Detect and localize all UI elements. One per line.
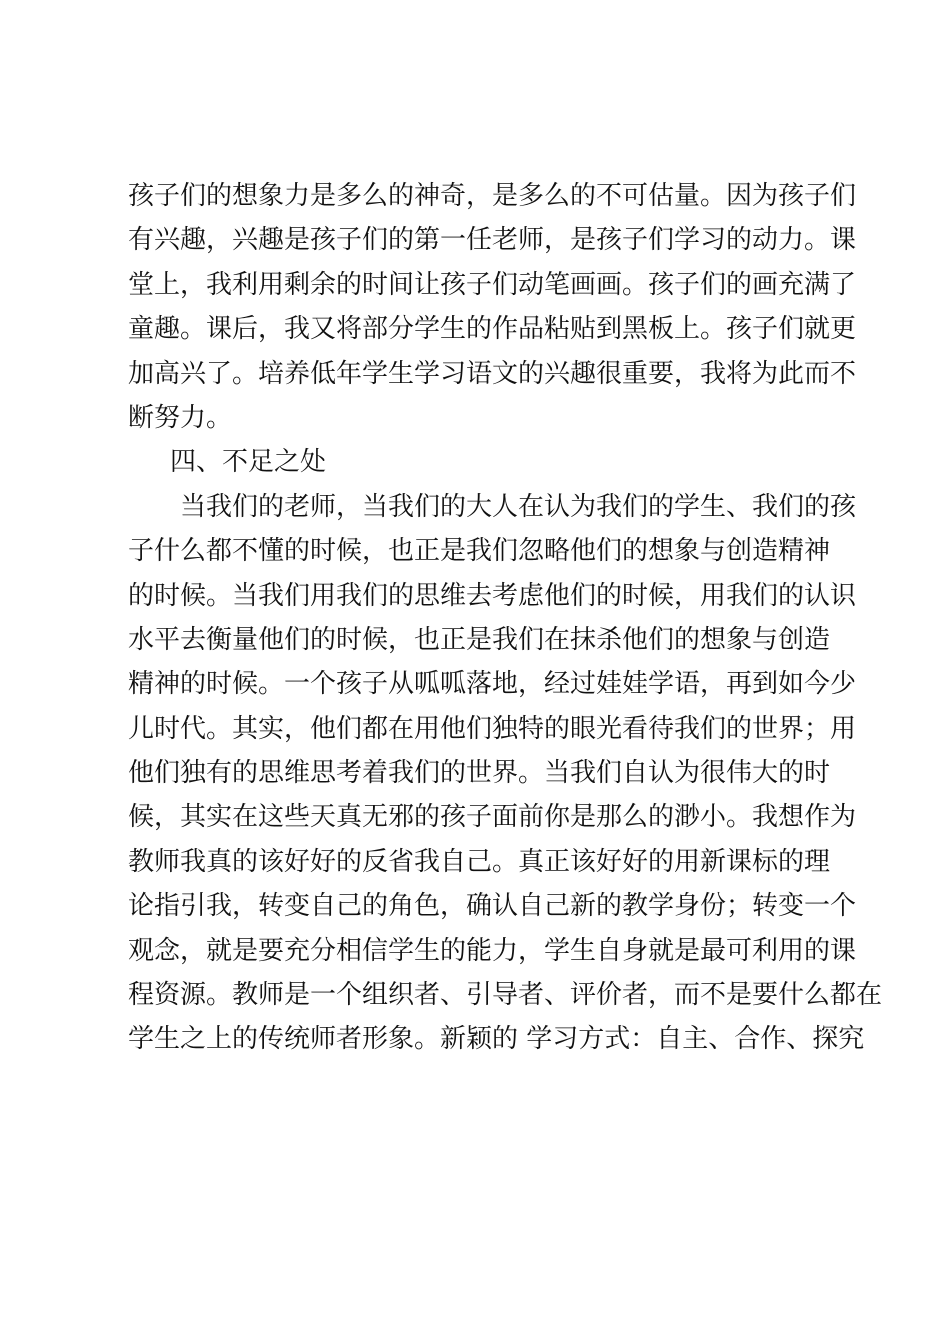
paragraph-2-line-12: 程资源。教师是一个组织者、引导者、评价者，而不是要什么都在 (128, 980, 883, 1011)
paragraph-2-line-1: 当我们的老师，当我们的大人在认为我们的学生、我们的孩 (180, 491, 857, 522)
paragraph-2-line-10: 论指引我，转变自己的角色，确认自己新的教学身份；转变一个 (128, 891, 857, 922)
paragraph-2-line-4: 水平去衡量他们的时候，也正是我们在抹杀他们的想象与创造 (128, 624, 831, 655)
paragraph-2-line-7: 他们独有的思维思考着我们的世界。当我们自认为很伟大的时 (128, 758, 831, 789)
paragraph-2-line-13: 学生之上的传统师者形象。新颖的 学习方式：自主、合作、探究 (128, 1024, 865, 1055)
paragraph-1-line-4: 童趣。课后，我又将部分学生的作品粘贴到黑板上。孩子们就更 (128, 314, 857, 345)
paragraph-2-line-8: 候，其实在这些天真无邪的孩子面前你是那么的渺小。我想作为 (128, 802, 857, 833)
paragraph-2-line-6: 儿时代。其实，他们都在用他们独特的眼光看待我们的世界；用 (128, 713, 857, 744)
paragraph-2-line-2: 子什么都不懂的时候，也正是我们忽略他们的想象与创造精神 (128, 536, 831, 567)
paragraph-2-line-11: 观念，就是要充分相信学生的能力，学生自身就是最可利用的课 (128, 935, 857, 966)
paragraph-1-line-1: 孩子们的想象力是多么的神奇，是多么的不可估量。因为孩子们 (128, 181, 857, 211)
paragraph-1-line-6: 断努力。 (128, 402, 233, 433)
paragraph-2-line-9: 教师我真的该好好的反省我自己。真正该好好的用新课标的理 (128, 846, 831, 877)
paragraph-2-line-3: 的时候。当我们用我们的思维去考虑他们的时候，用我们的认识 (128, 580, 857, 611)
paragraph-2-line-5: 精神的时候。一个孩子从呱呱落地，经过娃娃学语，再到如今少 (128, 669, 857, 700)
document-body (128, 174, 883, 1062)
paragraph-1-line-2: 有兴趣，兴趣是孩子们的第一任老师，是孩子们学习的动力。课 (128, 225, 857, 256)
section-heading: 四、不足之处 (170, 447, 327, 478)
paragraph-1-line-5: 加高兴了。培养低年学生学习语文的兴趣很重要，我将为此而不 (128, 358, 857, 389)
paragraph-1-line-3: 堂上，我利用剩余的时间让孩子们动笔画画。孩子们的画充满了 (128, 269, 857, 300)
